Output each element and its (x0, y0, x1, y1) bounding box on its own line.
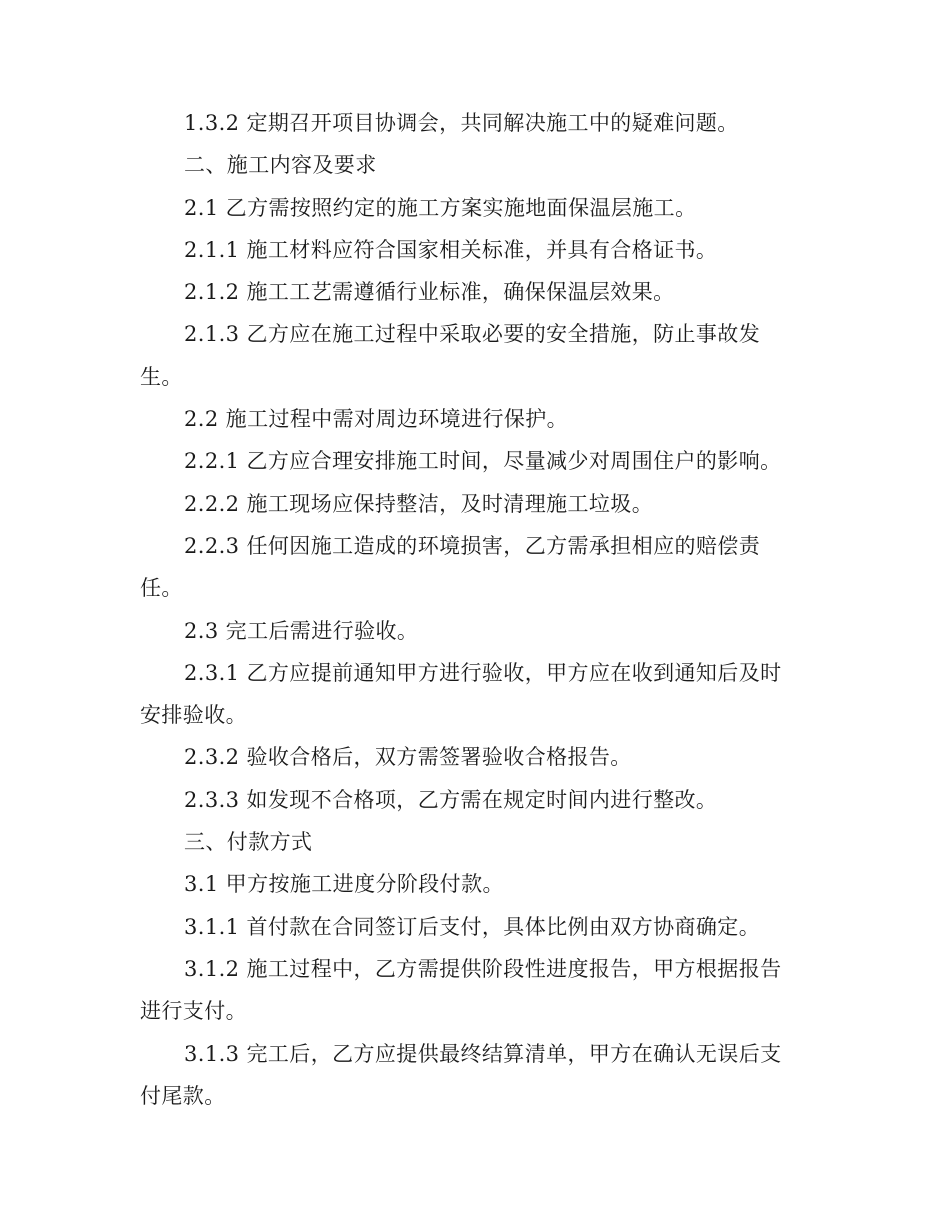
clause-paragraph (140, 102, 840, 144)
paragraph-line: 安排验收。 (140, 703, 247, 728)
clause-paragraph (140, 440, 840, 482)
paragraph-line: 2.1.2 施工工艺需遵循行业标准，确保保温层效果。 (184, 280, 675, 305)
paragraph-line: 2.2 施工过程中需对周边环境进行保护。 (184, 407, 569, 432)
clause-paragraph (140, 313, 840, 398)
paragraph-line: 3.1.3 完工后，乙方应提供最终结算清单，甲方在确认无误后支 (184, 1041, 782, 1066)
clause-paragraph (140, 863, 840, 905)
paragraph-line: 2.2.3 任何因施工造成的环境损害，乙方需承担相应的赔偿责 (184, 533, 761, 558)
paragraph-line: 进行支付。 (140, 999, 247, 1024)
clause-paragraph (140, 483, 840, 525)
clause-paragraph (140, 229, 840, 271)
clause-paragraph (140, 948, 840, 1033)
section-heading (140, 821, 840, 863)
section-heading (140, 144, 840, 186)
paragraph-line: 3.1.2 施工过程中，乙方需提供阶段性进度报告，甲方根据报告 (184, 956, 782, 981)
paragraph-line: 3.1 甲方按施工进度分阶段付款。 (184, 872, 504, 897)
paragraph-line: 1.3.2 定期召开项目协调会，共同解决施工中的疑难问题。 (184, 111, 739, 135)
paragraph-line: 2.3 完工后需进行验收。 (184, 618, 419, 643)
paragraph-line: 任。 (140, 576, 183, 601)
paragraph-line: 2.3.3 如发现不合格项，乙方需在规定时间内进行整改。 (184, 787, 718, 812)
paragraph-line: 2.3.1 乙方应提前通知甲方进行验收，甲方应在收到通知后及时 (184, 660, 782, 685)
paragraph-line: 2.1.1 施工材料应符合国家相关标准，并具有合格证书。 (184, 237, 718, 262)
clause-paragraph (140, 187, 840, 229)
paragraph-line: 2.1.3 乙方应在施工过程中采取必要的安全措施，防止事故发 (184, 322, 761, 347)
clause-paragraph (140, 271, 840, 313)
paragraph-line: 2.1 乙方需按照约定的施工方案实施地面保温层施工。 (184, 195, 697, 220)
clause-paragraph (140, 398, 840, 440)
clause-paragraph (140, 610, 840, 652)
paragraph-line: 付尾款。 (140, 1083, 226, 1108)
clause-paragraph (140, 525, 840, 610)
clause-paragraph (140, 906, 840, 948)
paragraph-line: 生。 (140, 364, 183, 389)
clause-paragraph (140, 1033, 840, 1118)
paragraph-line: 3.1.1 首付款在合同签订后支付，具体比例由双方协商确定。 (184, 914, 761, 939)
section-heading-text: 二、施工内容及要求 (184, 153, 377, 178)
paragraph-line: 2.2.2 施工现场应保持整洁，及时清理施工垃圾。 (184, 491, 654, 516)
paragraph-line: 2.2.1 乙方应合理安排施工时间，尽量减少对周围住户的影响。 (184, 449, 782, 474)
document-body (140, 102, 840, 1117)
clause-paragraph (140, 736, 840, 778)
clause-paragraph (140, 652, 840, 737)
clause-paragraph (140, 779, 840, 821)
paragraph-line: 2.3.2 验收合格后，双方需签署验收合格报告。 (184, 745, 632, 770)
section-heading-text: 三、付款方式 (184, 830, 313, 855)
